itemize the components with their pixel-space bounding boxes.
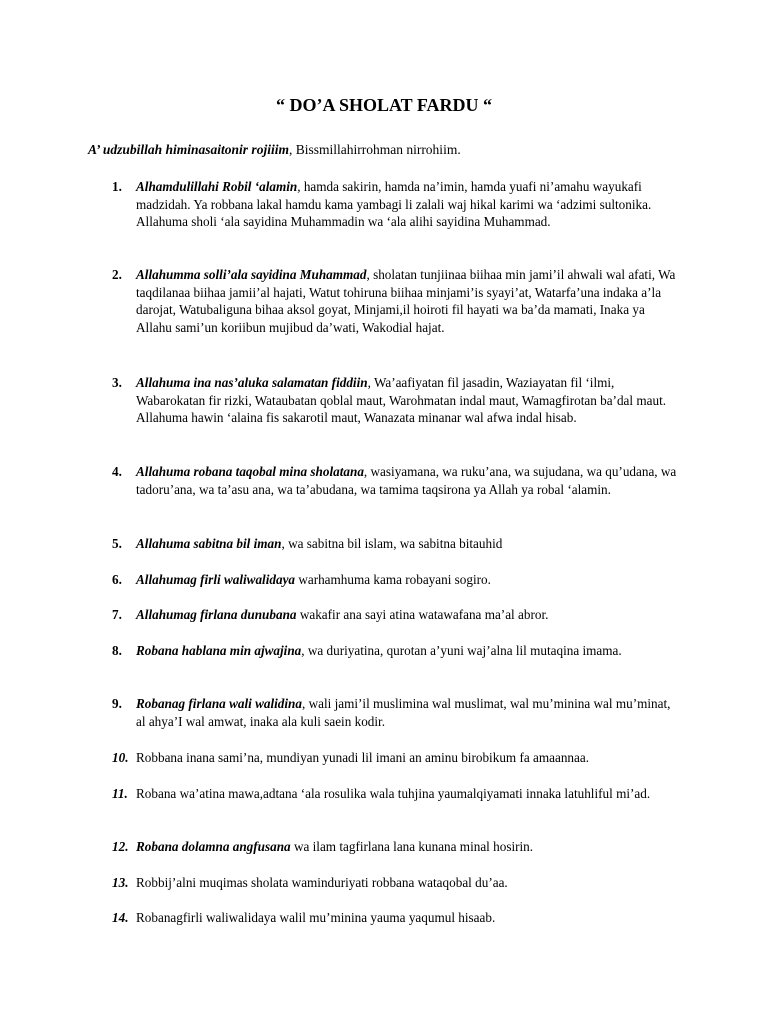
item-number: 10.: [112, 750, 129, 765]
list-item: [112, 178, 680, 231]
item-lead: Allahumag firlana dunubana: [136, 607, 297, 622]
item-text: Robbana inana sami’na, mundiyan yunadi lil imani an aminu birobikum fa amaannaa.: [136, 750, 590, 765]
list-item: [112, 874, 680, 892]
item-text: , Wa’aafiyatan fil jasadin, Waziayatan fil ‘ilmi, Wabarokatan fir rizki, Wataubatan qoblal maut, Warohmatan indal maut, Wamagfirotan ba’dal maut. Allahuma hawin ‘alaina fis sakarotil maut, Wanazata minanar wal afwa indal hisab.: [136, 375, 667, 426]
list-item: [112, 606, 680, 624]
item-text: , wa duriyatina, qurotan a’yuni waj’alna lil mutaqina imama.: [301, 643, 622, 658]
item-number: 8.: [112, 643, 122, 658]
item-text: Robana wa’atina mawa,adtana ‘ala rosulika wala tuhjina yaumalqiyamati innaka latuhliful mi’ad.: [136, 786, 651, 801]
item-text: Robanagfirli waliwalidaya walil mu’minina yauma yaqumul hisaab.: [136, 910, 496, 925]
item-lead: Allahuma robana taqobal mina sholatana: [136, 464, 364, 479]
item-text: wakafir ana sayi atina watawafana ma’al abror.: [296, 607, 549, 622]
item-number: 2.: [112, 267, 122, 282]
item-number: 14.: [112, 910, 129, 925]
list-item: [112, 642, 680, 660]
item-number: 4.: [112, 464, 122, 479]
list-item: [112, 266, 680, 336]
item-lead: Robana hablana min ajwajina: [136, 643, 302, 658]
item-text: Robbij’alni muqimas sholata waminduriyati robbana wataqobal du’aa.: [136, 875, 508, 890]
item-lead: Allahuma ina nas’aluka salamatan fiddiin: [136, 375, 368, 390]
intro-text: , Bissmillahirrohman nirrohiim.: [288, 142, 461, 157]
item-text: , hamda sakirin, hamda na’imin, hamda yuafi ni’amahu wayukafi madzidah. Ya robbana lakal hamdu kama yambagi li zalali waj hikal karimi wa ‘adzimi sultonika. Allahuma sholi ‘ala sayidina Muhammadin wa ‘ala alihi sayidina Muhammad.: [136, 179, 652, 230]
list-item: [112, 695, 680, 730]
list-item: [112, 535, 680, 553]
list-item: [112, 749, 680, 767]
item-lead: Allahumma solli’ala sayidina Muhammad: [136, 267, 367, 282]
list-item: [112, 838, 680, 856]
item-number: 6.: [112, 572, 122, 587]
item-lead: Robanag firlana wali walidina: [136, 696, 302, 711]
item-number: 7.: [112, 607, 122, 622]
item-lead: Robana dolamna angfusana: [136, 839, 291, 854]
item-number: 3.: [112, 375, 122, 390]
list-item: [112, 463, 680, 498]
item-lead: Allahuma sabitna bil iman: [136, 536, 282, 551]
item-number: 13.: [112, 875, 129, 890]
item-text: , wali jami’il muslimina wal muslimat, wal mu’minina wal mu’minat, al ahya’I wal amwat, inaka ala kuli saein kodir.: [136, 696, 671, 729]
item-text: wa ilam tagfirlana lana kunana minal hosirin.: [290, 839, 534, 854]
list-item: [112, 374, 680, 427]
item-text: , wasiyamana, wa ruku’ana, wa sujudana, wa qu’udana, wa tadoru’ana, wa ta’asu ana, wa ta’abudana, wa tamima taqsirona ya Allah ya robal ‘alamin.: [136, 464, 677, 497]
item-text: , sholatan tunjiinaa biihaa min jami’il ahwali wal afati, Wa taqdilanaa biihaa jamii’al hajati, Watut tohiruna biihaa minjami’is syayi’at, Watarfa’una indaka a’la darojat, Watubaliguna bihaa aksol goyat, Minjami,il hoiroti fil hayati wa ba’da mamati, Inaka ya Allahu sami’un koriibun mujibud da’wati, Wakodial hajat.: [136, 267, 676, 335]
item-number: 12.: [112, 839, 129, 854]
item-number: 5.: [112, 536, 122, 551]
intro-lead: A’ udzubillah himinasaitonir rojiiim: [88, 142, 289, 157]
intro-paragraph: [88, 141, 688, 158]
item-number: 11.: [112, 786, 128, 801]
page-title: “ DO’A SHOLAT FARDU “: [275, 95, 493, 115]
item-lead: Allahumag firli waliwalidaya: [136, 572, 296, 587]
item-text: , wa sabitna bil islam, wa sabitna bitauhid: [281, 536, 503, 551]
list-item: [112, 785, 680, 803]
item-text: warhamhuma kama robayani sogiro.: [295, 572, 491, 587]
item-number: 1.: [112, 179, 122, 194]
item-lead: Alhamdulillahi Robil ‘alamin: [136, 179, 298, 194]
item-number: 9.: [112, 696, 122, 711]
list-item: [112, 909, 680, 927]
list-item: [112, 571, 680, 589]
